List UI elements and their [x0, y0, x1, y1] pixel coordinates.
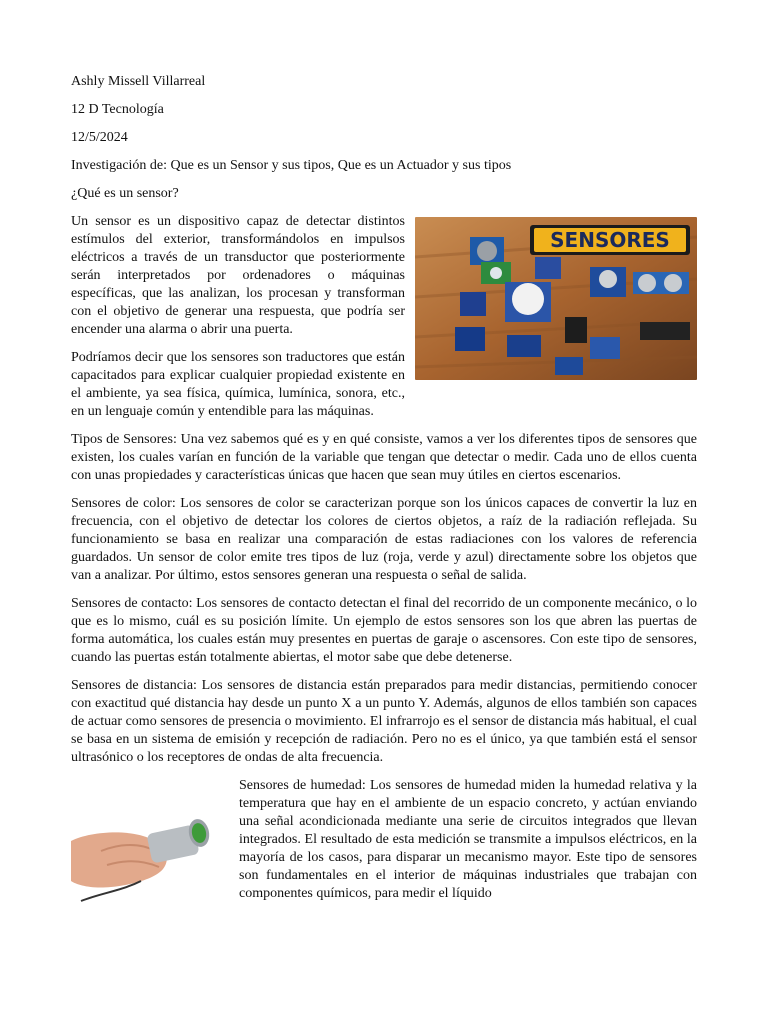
paragraph-humidity-sensors: Sensores de humedad: Los sensores de humedad miden la humedad relativa y la temperatura que hay en el ambiente de un espacio concreto, y actúan enviando una señal acondicionada mediante una serie de circuitos integrados que llevan integrados. El resultado de esta medición se transmite a impulsos eléctricos, en la mayoría de los casos, para disparar un mecanismo mayor. Este tipo de sensores son fundamentales en el interior de máquinas industriales que trabajan con componentes químicos, para medir el líquido	[239, 778, 697, 901]
hand-holding-sensor-illustration	[71, 781, 229, 915]
banner-text: SENSORES	[550, 228, 670, 252]
paragraph-distance-sensors: Sensores de distancia: Los sensores de distancia están preparados para medir distancias, permitiendo conocer con exactitud qué distancia hay desde un punto X a un punto Y. Además, algunos de ellos también son capaces de actuar como sensores de presencia o movimiento. El infrarrojo es el sensor de distancia más habitual, el cual se basa en un sistema de emisión y recepción de radiación. Pero no es el único, ya que también está el sensor ultrasónico o los receptores de ondas de alta frecuencia.	[71, 678, 697, 765]
research-topic: Investigación de: Que es un Sensor y sus tipos, Que es un Actuador y sus tipos	[71, 158, 512, 173]
document-date: 12/5/2024	[71, 130, 128, 145]
paragraph-color-sensors: Sensores de color: Los sensores de color se caracterizan porque son los únicos capaces de convertir la luz en frecuencia, con el objetivo de detectar los colores de ciertos objetos, a raíz de la radiación reflejada. Su funcionamiento se basa en realizar una comparación de estas radiaciones con los valores de referencia guardados. Un sensor de color emite tres tipos de luz (roja, verde y azul) directamente sobre los objetos que van a analizar. Por último, estos sensores generan una respuesta o señal de salida.	[71, 496, 697, 583]
author-name: Ashly Missell Villarreal	[71, 74, 206, 89]
sensors-image	[415, 217, 697, 380]
paragraph-sensor-translators: Podríamos decir que los sensores son traductores que están capacitados para explicar cualquier propiedad existente en el ambiente, ya sea física, química, lumínica, sonora, etc., en un lenguaje común y entendible para las máquinas.	[71, 350, 405, 419]
document-body	[71, 73, 697, 921]
paragraph-sensor-definition: Un sensor es un dispositivo capaz de detectar distintos estímulos del exterior, transformándolos en impulsos eléctricos a través de un transductor que posteriormente serán interpretados por ordenadores o máquinas específicas, que las analizan, los procesan y transforman con el objetivo de generar una respuesta, que podría ser encender una alarma o abrir una puerta.	[71, 214, 405, 337]
paragraph-contact-sensors: Sensores de contacto: Los sensores de contacto detectan el final del recorrido de un componente mecánico, o lo que es lo mismo, cuál es su posición límite. Un ejemplo de estos sensores son los que abren las puertas de forma automática, los cuales están muy presentes en puertas de garaje o ascensores. Con este tipo de sensores, cuando las puertas están totalmente abiertas, el motor sabe que debe detenerse.	[71, 596, 697, 665]
humidity-sensor-image	[71, 781, 229, 915]
course-label: 12 D Tecnología	[71, 102, 164, 117]
section-question: ¿Qué es un sensor?	[71, 186, 179, 201]
paragraph-sensor-types: Tipos de Sensores: Una vez sabemos qué es y en qué consiste, vamos a ver los diferentes tipos de sensores que existen, los cuales varían en función de la variable que tengan que detectar o medir. Cada uno de ellos cuenta con unas propiedades y características únicas que hacen que sean muy útiles en ciertos escenarios.	[71, 432, 697, 483]
sensor-modules-illustration	[415, 217, 697, 380]
